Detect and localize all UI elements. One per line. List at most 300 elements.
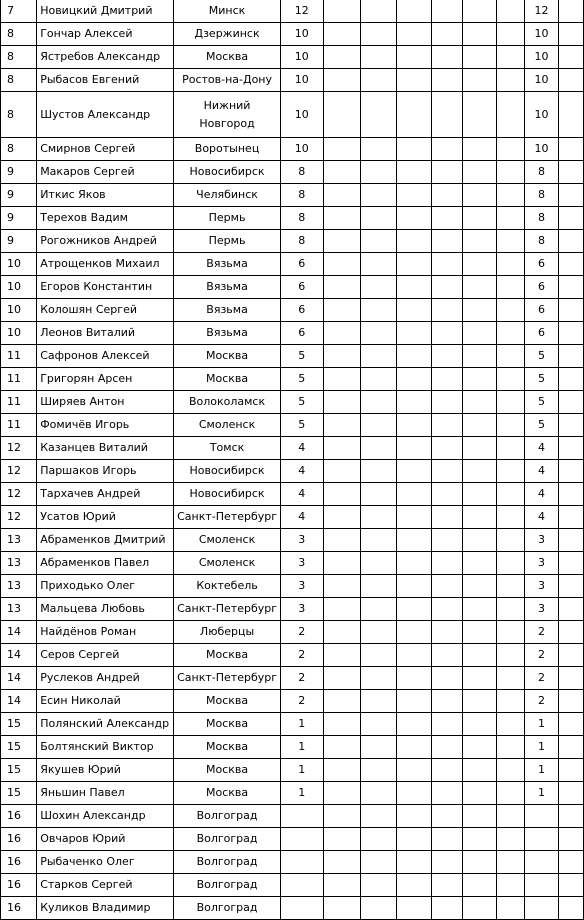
name-cell: Руслеков Андрей <box>37 667 174 690</box>
empty-cell <box>323 322 360 345</box>
empty-cell <box>396 69 431 92</box>
name-cell: Тархачев Андрей <box>37 483 174 506</box>
empty-cell <box>431 897 462 920</box>
empty-cell <box>497 253 525 276</box>
score-cell: 3 <box>281 598 324 621</box>
empty-cell <box>463 736 497 759</box>
city-cell: Новосибирск <box>174 483 281 506</box>
empty-cell <box>323 437 360 460</box>
empty-cell <box>559 552 584 575</box>
empty-cell <box>463 23 497 46</box>
table-row <box>1 69 584 92</box>
place-cell: 16 <box>1 897 37 920</box>
score-cell: 4 <box>281 437 324 460</box>
empty-cell <box>323 138 360 161</box>
total-cell <box>524 874 558 897</box>
empty-cell <box>431 46 462 69</box>
total-cell: 5 <box>524 391 558 414</box>
empty-cell <box>431 437 462 460</box>
empty-cell <box>323 552 360 575</box>
city-cell: Минск <box>174 0 281 23</box>
empty-cell <box>360 414 396 437</box>
score-cell: 12 <box>281 0 324 23</box>
empty-cell <box>360 529 396 552</box>
city-cell: Дзержинск <box>174 23 281 46</box>
empty-cell <box>497 161 525 184</box>
empty-cell <box>463 414 497 437</box>
name-cell: Рыбаченко Олег <box>37 851 174 874</box>
empty-cell <box>497 736 525 759</box>
score-cell: 6 <box>281 299 324 322</box>
city-cell: Пермь <box>174 207 281 230</box>
empty-cell <box>559 230 584 253</box>
empty-cell <box>396 92 431 138</box>
city-cell: Москва <box>174 46 281 69</box>
place-cell: 10 <box>1 276 37 299</box>
city-cell: Вязьма <box>174 299 281 322</box>
empty-cell <box>396 782 431 805</box>
empty-cell <box>323 736 360 759</box>
empty-cell <box>463 230 497 253</box>
empty-cell <box>323 897 360 920</box>
name-cell: Овчаров Юрий <box>37 828 174 851</box>
empty-cell <box>360 230 396 253</box>
place-cell: 10 <box>1 322 37 345</box>
empty-cell <box>431 690 462 713</box>
table-row <box>1 690 584 713</box>
empty-cell <box>360 621 396 644</box>
city-cell: Ростов-на-Дону <box>174 69 281 92</box>
city-cell: Новосибирск <box>174 161 281 184</box>
empty-cell <box>497 391 525 414</box>
empty-cell <box>559 621 584 644</box>
empty-cell <box>497 276 525 299</box>
total-cell: 10 <box>524 138 558 161</box>
place-cell: 10 <box>1 299 37 322</box>
empty-cell <box>497 207 525 230</box>
table-row <box>1 759 584 782</box>
empty-cell <box>396 621 431 644</box>
table-row <box>1 391 584 414</box>
score-cell: 1 <box>281 782 324 805</box>
empty-cell <box>497 621 525 644</box>
empty-cell <box>360 575 396 598</box>
empty-cell <box>360 276 396 299</box>
city-cell: Москва <box>174 690 281 713</box>
empty-cell <box>463 368 497 391</box>
empty-cell <box>323 690 360 713</box>
table-row <box>1 299 584 322</box>
score-cell: 4 <box>281 460 324 483</box>
place-cell: 8 <box>1 46 37 69</box>
total-cell: 6 <box>524 322 558 345</box>
place-cell: 9 <box>1 207 37 230</box>
empty-cell <box>431 345 462 368</box>
empty-cell <box>497 0 525 23</box>
empty-cell <box>463 138 497 161</box>
empty-cell <box>497 69 525 92</box>
total-cell: 12 <box>524 0 558 23</box>
empty-cell <box>431 529 462 552</box>
empty-cell <box>497 598 525 621</box>
name-cell: Куликов Владимир <box>37 897 174 920</box>
place-cell: 13 <box>1 529 37 552</box>
empty-cell <box>396 598 431 621</box>
score-cell: 2 <box>281 644 324 667</box>
empty-cell <box>323 667 360 690</box>
name-cell: Найдёнов Роман <box>37 621 174 644</box>
name-cell: Терехов Вадим <box>37 207 174 230</box>
city-cell: Москва <box>174 782 281 805</box>
empty-cell <box>497 345 525 368</box>
empty-cell <box>360 322 396 345</box>
name-cell: Полянский Александр <box>37 713 174 736</box>
score-cell: 5 <box>281 368 324 391</box>
empty-cell <box>463 483 497 506</box>
city-cell: Волгоград <box>174 897 281 920</box>
empty-cell <box>323 46 360 69</box>
empty-cell <box>323 253 360 276</box>
total-cell <box>524 828 558 851</box>
empty-cell <box>323 621 360 644</box>
empty-cell <box>396 368 431 391</box>
table-row <box>1 621 584 644</box>
empty-cell <box>559 391 584 414</box>
score-cell: 3 <box>281 552 324 575</box>
empty-cell <box>323 391 360 414</box>
empty-cell <box>360 46 396 69</box>
place-cell: 14 <box>1 621 37 644</box>
empty-cell <box>559 736 584 759</box>
empty-cell <box>431 874 462 897</box>
score-cell: 2 <box>281 667 324 690</box>
table-row <box>1 230 584 253</box>
empty-cell <box>360 667 396 690</box>
table-row <box>1 345 584 368</box>
table-row <box>1 667 584 690</box>
empty-cell <box>497 782 525 805</box>
place-cell: 12 <box>1 483 37 506</box>
empty-cell <box>323 368 360 391</box>
empty-cell <box>360 782 396 805</box>
score-cell: 3 <box>281 529 324 552</box>
place-cell: 9 <box>1 161 37 184</box>
empty-cell <box>360 736 396 759</box>
name-cell: Ястребов Александр <box>37 46 174 69</box>
table-row <box>1 276 584 299</box>
place-cell: 12 <box>1 506 37 529</box>
total-cell: 4 <box>524 506 558 529</box>
empty-cell <box>396 345 431 368</box>
place-cell: 16 <box>1 851 37 874</box>
place-cell: 7 <box>1 0 37 23</box>
name-cell: Егоров Константин <box>37 276 174 299</box>
total-cell: 1 <box>524 736 558 759</box>
empty-cell <box>323 299 360 322</box>
total-cell: 4 <box>524 460 558 483</box>
empty-cell <box>497 368 525 391</box>
empty-cell <box>323 207 360 230</box>
place-cell: 14 <box>1 667 37 690</box>
score-cell: 3 <box>281 575 324 598</box>
name-cell: Рогожников Андрей <box>37 230 174 253</box>
table-row <box>1 138 584 161</box>
name-cell: Якушев Юрий <box>37 759 174 782</box>
empty-cell <box>360 460 396 483</box>
empty-cell <box>396 161 431 184</box>
empty-cell <box>323 0 360 23</box>
empty-cell <box>497 299 525 322</box>
total-cell: 3 <box>524 575 558 598</box>
total-cell: 4 <box>524 483 558 506</box>
total-cell: 2 <box>524 690 558 713</box>
table-row <box>1 828 584 851</box>
city-cell: Санкт-Петербург <box>174 598 281 621</box>
place-cell: 9 <box>1 230 37 253</box>
empty-cell <box>323 92 360 138</box>
total-cell: 5 <box>524 368 558 391</box>
empty-cell <box>360 253 396 276</box>
empty-cell <box>323 230 360 253</box>
total-cell: 10 <box>524 46 558 69</box>
empty-cell <box>323 345 360 368</box>
empty-cell <box>323 184 360 207</box>
empty-cell <box>463 207 497 230</box>
empty-cell <box>396 276 431 299</box>
total-cell: 6 <box>524 276 558 299</box>
score-cell: 2 <box>281 621 324 644</box>
score-cell: 2 <box>281 690 324 713</box>
empty-cell <box>559 138 584 161</box>
table-row <box>1 874 584 897</box>
empty-cell <box>497 759 525 782</box>
total-cell: 1 <box>524 713 558 736</box>
name-cell: Атрощенков Михаил <box>37 253 174 276</box>
empty-cell <box>431 414 462 437</box>
place-cell: 8 <box>1 138 37 161</box>
empty-cell <box>559 874 584 897</box>
score-cell: 1 <box>281 759 324 782</box>
empty-cell <box>559 690 584 713</box>
table-row <box>1 782 584 805</box>
score-cell: 10 <box>281 46 324 69</box>
empty-cell <box>559 0 584 23</box>
name-cell: Смирнов Сергей <box>37 138 174 161</box>
place-cell: 8 <box>1 23 37 46</box>
empty-cell <box>396 23 431 46</box>
empty-cell <box>431 253 462 276</box>
empty-cell <box>396 805 431 828</box>
empty-cell <box>323 483 360 506</box>
score-cell: 10 <box>281 69 324 92</box>
empty-cell <box>431 184 462 207</box>
empty-cell <box>431 667 462 690</box>
empty-cell <box>396 874 431 897</box>
table-row <box>1 322 584 345</box>
city-cell: Люберцы <box>174 621 281 644</box>
name-cell: Фомичёв Игорь <box>37 414 174 437</box>
place-cell: 15 <box>1 736 37 759</box>
empty-cell <box>360 874 396 897</box>
empty-cell <box>463 897 497 920</box>
empty-cell <box>323 713 360 736</box>
score-cell: 6 <box>281 322 324 345</box>
table-row <box>1 184 584 207</box>
city-cell: Москва <box>174 368 281 391</box>
empty-cell <box>431 276 462 299</box>
empty-cell <box>463 506 497 529</box>
empty-cell <box>497 414 525 437</box>
empty-cell <box>463 460 497 483</box>
empty-cell <box>396 506 431 529</box>
score-cell: 8 <box>281 230 324 253</box>
total-cell: 2 <box>524 621 558 644</box>
city-cell: Смоленск <box>174 529 281 552</box>
empty-cell <box>497 644 525 667</box>
name-cell: Мальцева Любовь <box>37 598 174 621</box>
empty-cell <box>360 437 396 460</box>
total-cell: 4 <box>524 437 558 460</box>
empty-cell <box>396 299 431 322</box>
city-cell: Волгоград <box>174 874 281 897</box>
empty-cell <box>463 782 497 805</box>
empty-cell <box>559 483 584 506</box>
total-cell: 10 <box>524 92 558 138</box>
name-cell: Иткис Яков <box>37 184 174 207</box>
empty-cell <box>396 414 431 437</box>
empty-cell <box>396 690 431 713</box>
empty-cell <box>396 230 431 253</box>
empty-cell <box>360 759 396 782</box>
score-cell: 1 <box>281 736 324 759</box>
city-cell: Волгоград <box>174 828 281 851</box>
empty-cell <box>360 897 396 920</box>
name-cell: Леонов Виталий <box>37 322 174 345</box>
empty-cell <box>360 552 396 575</box>
name-cell: Старков Сергей <box>37 874 174 897</box>
empty-cell <box>360 690 396 713</box>
table-row <box>1 897 584 920</box>
name-cell: Рыбасов Евгений <box>37 69 174 92</box>
empty-cell <box>360 483 396 506</box>
empty-cell <box>323 805 360 828</box>
empty-cell <box>559 506 584 529</box>
table-row <box>1 529 584 552</box>
total-cell: 10 <box>524 23 558 46</box>
empty-cell <box>497 897 525 920</box>
empty-cell <box>559 460 584 483</box>
empty-cell <box>463 322 497 345</box>
city-cell: Воротынец <box>174 138 281 161</box>
total-cell: 2 <box>524 667 558 690</box>
score-cell: 6 <box>281 276 324 299</box>
total-cell <box>524 805 558 828</box>
name-cell: Абраменков Дмитрий <box>37 529 174 552</box>
score-cell: 6 <box>281 253 324 276</box>
empty-cell <box>323 23 360 46</box>
score-cell <box>281 805 324 828</box>
empty-cell <box>497 230 525 253</box>
total-cell: 3 <box>524 598 558 621</box>
empty-cell <box>559 253 584 276</box>
empty-cell <box>396 322 431 345</box>
empty-cell <box>360 805 396 828</box>
empty-cell <box>497 874 525 897</box>
total-cell: 6 <box>524 299 558 322</box>
empty-cell <box>396 529 431 552</box>
empty-cell <box>559 437 584 460</box>
empty-cell <box>396 207 431 230</box>
empty-cell <box>323 598 360 621</box>
name-cell: Шохин Александр <box>37 805 174 828</box>
empty-cell <box>431 575 462 598</box>
score-cell <box>281 851 324 874</box>
empty-cell <box>323 851 360 874</box>
empty-cell <box>396 138 431 161</box>
city-cell: Москва <box>174 345 281 368</box>
table-row <box>1 207 584 230</box>
city-cell: Волоколамск <box>174 391 281 414</box>
place-cell: 11 <box>1 368 37 391</box>
score-cell: 5 <box>281 391 324 414</box>
empty-cell <box>559 598 584 621</box>
empty-cell <box>559 161 584 184</box>
total-cell: 3 <box>524 529 558 552</box>
empty-cell <box>463 713 497 736</box>
empty-cell <box>497 713 525 736</box>
table-row <box>1 460 584 483</box>
empty-cell <box>396 437 431 460</box>
empty-cell <box>463 575 497 598</box>
empty-cell <box>559 69 584 92</box>
empty-cell <box>463 69 497 92</box>
empty-cell <box>559 276 584 299</box>
empty-cell <box>396 46 431 69</box>
empty-cell <box>559 805 584 828</box>
empty-cell <box>396 759 431 782</box>
empty-cell <box>431 506 462 529</box>
city-cell: Новосибирск <box>174 460 281 483</box>
city-cell: Вязьма <box>174 322 281 345</box>
empty-cell <box>559 782 584 805</box>
table-row <box>1 506 584 529</box>
empty-cell <box>431 161 462 184</box>
total-cell: 8 <box>524 207 558 230</box>
empty-cell <box>323 644 360 667</box>
empty-cell <box>497 805 525 828</box>
empty-cell <box>431 69 462 92</box>
table-row <box>1 46 584 69</box>
table-row <box>1 575 584 598</box>
empty-cell <box>463 253 497 276</box>
empty-cell <box>497 828 525 851</box>
empty-cell <box>463 667 497 690</box>
score-cell: 10 <box>281 92 324 138</box>
empty-cell <box>559 299 584 322</box>
total-cell: 8 <box>524 230 558 253</box>
empty-cell <box>360 161 396 184</box>
empty-cell <box>463 92 497 138</box>
empty-cell <box>497 46 525 69</box>
empty-cell <box>463 437 497 460</box>
empty-cell <box>463 874 497 897</box>
empty-cell <box>463 391 497 414</box>
score-cell: 4 <box>281 506 324 529</box>
name-cell: Макаров Сергей <box>37 161 174 184</box>
table-row <box>1 851 584 874</box>
empty-cell <box>431 782 462 805</box>
empty-cell <box>463 46 497 69</box>
